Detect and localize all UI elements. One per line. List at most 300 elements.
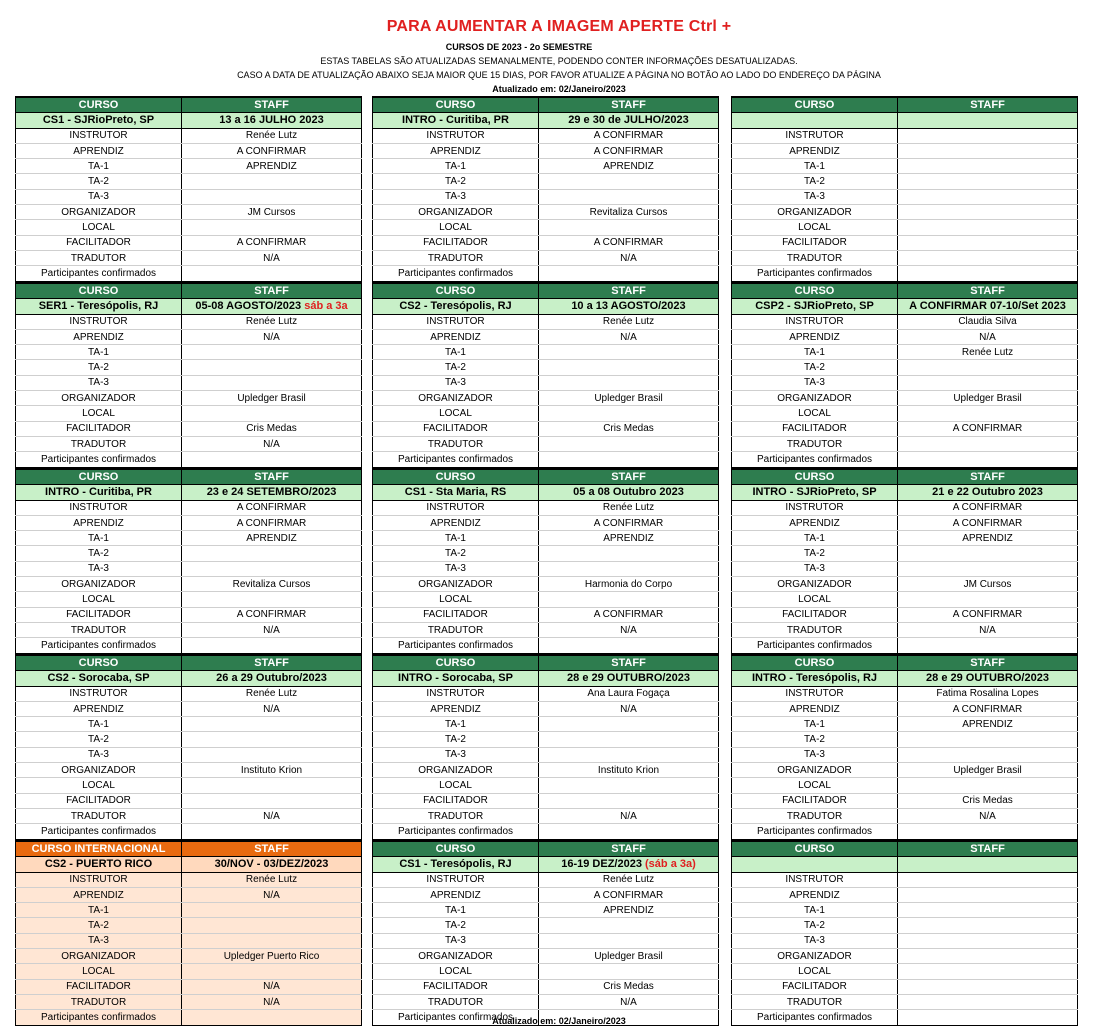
table-row	[373, 918, 719, 933]
row-label: FACILITADOR	[373, 421, 539, 436]
table-row	[373, 949, 719, 964]
row-value	[539, 174, 719, 189]
table-row	[373, 500, 719, 515]
table-row	[732, 732, 1078, 747]
row-label: LOCAL	[373, 964, 539, 979]
table-row	[16, 266, 362, 281]
table-row	[16, 159, 362, 174]
table-row	[373, 205, 719, 220]
table-row	[373, 375, 719, 390]
row-label: APRENDIZ	[732, 887, 898, 902]
table-row	[373, 732, 719, 747]
row-value	[539, 452, 719, 467]
row-label: ORGANIZADOR	[16, 391, 182, 406]
course-date: 29 e 30 de JULHO/2023	[568, 113, 689, 126]
row-value	[898, 732, 1078, 747]
row-label: ORGANIZADOR	[732, 763, 898, 778]
row-value	[898, 406, 1078, 421]
row-label: TA-3	[732, 189, 898, 204]
course-table	[15, 96, 362, 282]
footer-updated-date: Atualizado em: 02/Janeiro/2023	[492, 1016, 626, 1026]
row-label: ORGANIZADOR	[373, 577, 539, 592]
row-value	[539, 778, 719, 793]
column-header-staff: STAFF	[898, 283, 1078, 299]
course-date-cell	[539, 857, 719, 872]
column-header-staff: STAFF	[539, 469, 719, 485]
row-value: A CONFIRMAR	[182, 607, 362, 622]
table-row	[732, 452, 1078, 467]
table-row	[373, 515, 719, 530]
row-label: INSTRUTOR	[732, 128, 898, 143]
table-row	[732, 421, 1078, 436]
row-value	[898, 205, 1078, 220]
row-value	[898, 128, 1078, 143]
table-row	[732, 375, 1078, 390]
row-value: A CONFIRMAR	[182, 143, 362, 158]
row-value: N/A	[182, 994, 362, 1009]
row-label: TRADUTOR	[16, 436, 182, 451]
row-value: Instituto Krion	[539, 763, 719, 778]
column-header-curso: CURSO	[16, 469, 182, 485]
row-value	[898, 143, 1078, 158]
table-row	[16, 903, 362, 918]
row-value: Upledger Brasil	[898, 391, 1078, 406]
row-value: A CONFIRMAR	[898, 421, 1078, 436]
notice-line-2: CASO A DATA DE ATUALIZAÇÃO ABAIXO SEJA MAIOR QUE 15 DIAS, POR FAVOR ATUALIZE A PÁGINA NO BOTÃO AO LADO DO ENDEREÇO DA PÁGINA	[237, 70, 881, 80]
table-row	[16, 824, 362, 839]
row-value	[182, 561, 362, 576]
table-row	[373, 329, 719, 344]
column-header-curso: CURSO	[732, 283, 898, 299]
row-label: TRADUTOR	[16, 250, 182, 265]
row-value: N/A	[182, 329, 362, 344]
row-value	[539, 546, 719, 561]
row-label: Participantes confirmados	[16, 452, 182, 467]
table-row	[373, 592, 719, 607]
row-label: TA-3	[16, 747, 182, 762]
row-label: TA-1	[732, 903, 898, 918]
row-label: FACILITADOR	[373, 979, 539, 994]
table-row	[16, 500, 362, 515]
row-value: N/A	[182, 436, 362, 451]
row-label: TA-3	[732, 375, 898, 390]
row-value: A CONFIRMAR	[898, 515, 1078, 530]
table-row	[16, 887, 362, 902]
row-label: INSTRUTOR	[732, 314, 898, 329]
table-row	[373, 717, 719, 732]
table-row	[732, 592, 1078, 607]
row-label: LOCAL	[16, 778, 182, 793]
table-row	[16, 994, 362, 1009]
row-value	[898, 174, 1078, 189]
course-date: A CONFIRMAR 07-10/Set 2023	[909, 299, 1066, 312]
row-label: FACILITADOR	[373, 607, 539, 622]
table-row	[732, 266, 1078, 281]
row-label: Participantes confirmados	[16, 638, 182, 653]
course-date-cell	[182, 113, 362, 128]
table-row	[16, 143, 362, 158]
row-label: Participantes confirmados	[732, 824, 898, 839]
row-label: TA-3	[16, 561, 182, 576]
table-row	[373, 531, 719, 546]
course-name: CS1 - Sta Maria, RS	[373, 485, 539, 500]
row-value: Revitaliza Cursos	[182, 577, 362, 592]
course-date-note: (sáb a 3a)	[645, 857, 696, 870]
course-name: INTRO - Sorocaba, SP	[373, 671, 539, 686]
row-label: TA-3	[732, 747, 898, 762]
row-value	[182, 638, 362, 653]
row-value: Ana Laura Fogaça	[539, 686, 719, 701]
table-row	[373, 391, 719, 406]
row-label: TRADUTOR	[732, 808, 898, 823]
row-value: Cris Medas	[898, 793, 1078, 808]
row-value	[898, 592, 1078, 607]
column-header-curso: CURSO	[16, 97, 182, 113]
row-value	[898, 235, 1078, 250]
table-row	[16, 174, 362, 189]
row-value: A CONFIRMAR	[898, 607, 1078, 622]
row-value: Renée Lutz	[539, 872, 719, 887]
course-name: SER1 - Teresópolis, RJ	[16, 299, 182, 314]
row-value	[182, 592, 362, 607]
row-value	[539, 375, 719, 390]
row-value: N/A	[539, 808, 719, 823]
row-label: FACILITADOR	[373, 793, 539, 808]
table-row	[16, 607, 362, 622]
row-label: Participantes confirmados	[16, 824, 182, 839]
course-date-cell	[898, 857, 1078, 872]
table-row	[732, 903, 1078, 918]
table-row	[16, 949, 362, 964]
course-name: CS1 - SJRioPreto, SP	[16, 113, 182, 128]
row-value: Renée Lutz	[898, 345, 1078, 360]
table-row	[732, 189, 1078, 204]
table-row	[732, 638, 1078, 653]
table-row	[732, 515, 1078, 530]
row-value: Upledger Brasil	[898, 763, 1078, 778]
table-row	[16, 577, 362, 592]
row-label: TA-1	[373, 717, 539, 732]
table-row	[732, 546, 1078, 561]
table-row	[732, 128, 1078, 143]
table-row	[16, 872, 362, 887]
row-value	[539, 793, 719, 808]
course-date-cell	[182, 485, 362, 500]
row-value	[182, 778, 362, 793]
row-label: TRADUTOR	[16, 808, 182, 823]
column-header-curso: CURSO	[373, 655, 539, 671]
table-row	[373, 622, 719, 637]
row-value	[898, 994, 1078, 1009]
course-name: CSP2 - SJRioPreto, SP	[732, 299, 898, 314]
table-row	[16, 531, 362, 546]
row-label: LOCAL	[732, 406, 898, 421]
course-date: 26 a 29 Outubro/2023	[216, 671, 327, 684]
row-value	[898, 933, 1078, 948]
row-value	[898, 903, 1078, 918]
column-header-curso: CURSO	[373, 469, 539, 485]
table-row	[373, 872, 719, 887]
row-label: Participantes confirmados	[373, 266, 539, 281]
row-value	[898, 266, 1078, 281]
row-label: TA-1	[373, 345, 539, 360]
table-row	[732, 933, 1078, 948]
table-row	[16, 808, 362, 823]
row-value	[898, 220, 1078, 235]
row-label: TA-3	[16, 189, 182, 204]
table-row	[16, 747, 362, 762]
table-row	[373, 638, 719, 653]
column-header-staff: STAFF	[182, 469, 362, 485]
table-row	[373, 128, 719, 143]
row-value: JM Cursos	[182, 205, 362, 220]
course-table	[372, 96, 719, 282]
table-row	[373, 266, 719, 281]
course-table	[15, 468, 362, 654]
row-label: Participantes confirmados	[732, 266, 898, 281]
row-value	[898, 872, 1078, 887]
course-date-cell	[898, 485, 1078, 500]
row-value: N/A	[539, 622, 719, 637]
table-row	[373, 577, 719, 592]
row-label: INSTRUTOR	[373, 128, 539, 143]
row-value	[898, 918, 1078, 933]
row-label: TA-1	[732, 159, 898, 174]
row-label: APRENDIZ	[373, 143, 539, 158]
row-value	[539, 918, 719, 933]
table-row	[732, 531, 1078, 546]
row-value	[182, 933, 362, 948]
row-value	[182, 747, 362, 762]
row-label: ORGANIZADOR	[16, 763, 182, 778]
table-row	[16, 561, 362, 576]
row-label: TRADUTOR	[373, 994, 539, 1009]
row-value	[539, 717, 719, 732]
row-label: APRENDIZ	[373, 887, 539, 902]
row-value: Upledger Brasil	[182, 391, 362, 406]
table-row	[732, 500, 1078, 515]
table-row	[16, 933, 362, 948]
row-value: Renée Lutz	[182, 872, 362, 887]
row-label: ORGANIZADOR	[373, 205, 539, 220]
row-label: Participantes confirmados	[732, 1010, 898, 1025]
table-row	[373, 701, 719, 716]
row-label: ORGANIZADOR	[732, 949, 898, 964]
row-label: TA-1	[16, 531, 182, 546]
row-label: ORGANIZADOR	[373, 763, 539, 778]
row-value: APRENDIZ	[539, 531, 719, 546]
row-label: FACILITADOR	[16, 421, 182, 436]
row-label: TA-1	[16, 903, 182, 918]
row-value: Cris Medas	[539, 421, 719, 436]
row-value	[182, 903, 362, 918]
column-header-staff: STAFF	[182, 97, 362, 113]
row-value	[898, 436, 1078, 451]
row-label: TA-2	[16, 546, 182, 561]
table-row	[16, 778, 362, 793]
row-value: APRENDIZ	[539, 159, 719, 174]
row-value	[898, 452, 1078, 467]
row-label: INSTRUTOR	[16, 314, 182, 329]
table-row	[16, 918, 362, 933]
row-label: INSTRUTOR	[732, 872, 898, 887]
row-label: TA-1	[732, 717, 898, 732]
row-value	[898, 778, 1078, 793]
row-value: Cris Medas	[539, 979, 719, 994]
row-value: N/A	[539, 701, 719, 716]
column-header-curso: CURSO	[732, 841, 898, 857]
row-value	[539, 189, 719, 204]
table-row	[16, 375, 362, 390]
course-date: 23 e 24 SETEMBRO/2023	[206, 485, 337, 498]
table-row	[732, 763, 1078, 778]
row-value: N/A	[539, 994, 719, 1009]
row-value	[898, 887, 1078, 902]
table-row	[373, 360, 719, 375]
table-row	[16, 686, 362, 701]
table-row	[732, 686, 1078, 701]
course-date-cell	[182, 299, 362, 314]
table-row	[732, 979, 1078, 994]
table-row	[16, 592, 362, 607]
table-row	[16, 638, 362, 653]
row-label: TA-3	[373, 561, 539, 576]
row-value: Renée Lutz	[539, 500, 719, 515]
row-value	[182, 266, 362, 281]
row-label: Participantes confirmados	[373, 1010, 539, 1025]
row-value: Cris Medas	[182, 421, 362, 436]
row-label: TA-1	[732, 345, 898, 360]
course-date: 21 e 22 Outubro 2023	[932, 485, 1043, 498]
row-label: INSTRUTOR	[732, 500, 898, 515]
table-row	[373, 778, 719, 793]
row-label: APRENDIZ	[16, 515, 182, 530]
row-value: Fatima Rosalina Lopes	[898, 686, 1078, 701]
row-value: A CONFIRMAR	[898, 500, 1078, 515]
row-label: ORGANIZADOR	[16, 949, 182, 964]
row-label: LOCAL	[732, 592, 898, 607]
table-row	[732, 808, 1078, 823]
row-value	[182, 918, 362, 933]
table-row	[16, 391, 362, 406]
row-label: TA-3	[373, 189, 539, 204]
row-value	[898, 949, 1078, 964]
course-name: INTRO - Teresópolis, RJ	[732, 671, 898, 686]
row-label: TA-3	[16, 375, 182, 390]
row-value	[539, 824, 719, 839]
row-value: N/A	[182, 887, 362, 902]
row-label: LOCAL	[16, 964, 182, 979]
row-label: Participantes confirmados	[732, 638, 898, 653]
row-label: APRENDIZ	[16, 329, 182, 344]
row-label: TA-2	[732, 732, 898, 747]
column-header-staff: STAFF	[182, 283, 362, 299]
table-row	[732, 205, 1078, 220]
course-date: 13 a 16 JULHO 2023	[219, 113, 324, 126]
course-name: CS2 - PUERTO RICO	[16, 857, 182, 872]
course-name: INTRO - SJRioPreto, SP	[732, 485, 898, 500]
row-value: A CONFIRMAR	[182, 235, 362, 250]
row-label: TRADUTOR	[732, 250, 898, 265]
column-header-curso: CURSO INTERNACIONAL	[16, 841, 182, 857]
column-header-curso: CURSO	[373, 841, 539, 857]
row-value: A CONFIRMAR	[182, 500, 362, 515]
course-date: 10 a 13 AGOSTO/2023	[571, 299, 686, 312]
row-label: Participantes confirmados	[16, 1010, 182, 1025]
course-date-cell	[539, 299, 719, 314]
course-date-cell	[898, 113, 1078, 128]
row-label: TRADUTOR	[373, 808, 539, 823]
column-header-staff: STAFF	[539, 841, 719, 857]
table-row	[732, 964, 1078, 979]
row-label: FACILITADOR	[732, 793, 898, 808]
table-row	[732, 872, 1078, 887]
row-value	[898, 638, 1078, 653]
row-value	[898, 561, 1078, 576]
row-label: ORGANIZADOR	[373, 949, 539, 964]
row-label: APRENDIZ	[732, 329, 898, 344]
row-label: TRADUTOR	[373, 250, 539, 265]
row-label: FACILITADOR	[16, 793, 182, 808]
row-label: FACILITADOR	[732, 235, 898, 250]
row-label: TA-2	[373, 174, 539, 189]
table-row	[732, 391, 1078, 406]
row-label: TA-2	[732, 174, 898, 189]
course-date: 05-08 AGOSTO/2023	[195, 299, 305, 312]
row-label: APRENDIZ	[732, 143, 898, 158]
table-row	[373, 189, 719, 204]
row-label: TA-1	[373, 903, 539, 918]
table-row	[732, 577, 1078, 592]
row-value	[539, 406, 719, 421]
row-label: TA-3	[373, 747, 539, 762]
table-row	[732, 174, 1078, 189]
row-label: LOCAL	[373, 406, 539, 421]
column-header-staff: STAFF	[539, 283, 719, 299]
table-row	[16, 546, 362, 561]
row-value: Harmonia do Corpo	[539, 577, 719, 592]
row-value: N/A	[182, 808, 362, 823]
table-row	[732, 887, 1078, 902]
table-row	[373, 250, 719, 265]
table-row	[16, 329, 362, 344]
course-name: INTRO - Curitiba, PR	[373, 113, 539, 128]
course-date: 30/NOV - 03/DEZ/2023	[214, 857, 329, 870]
row-value	[539, 345, 719, 360]
course-table	[15, 840, 362, 1026]
table-row	[16, 701, 362, 716]
table-row	[373, 345, 719, 360]
row-value	[898, 250, 1078, 265]
row-label: ORGANIZADOR	[373, 391, 539, 406]
row-label: TRADUTOR	[732, 994, 898, 1009]
row-value	[898, 546, 1078, 561]
table-row	[732, 717, 1078, 732]
row-value: APRENDIZ	[182, 159, 362, 174]
course-date: 16-19 DEZ/2023	[561, 857, 646, 870]
row-value: A CONFIRMAR	[539, 607, 719, 622]
course-table	[731, 840, 1078, 1026]
table-row	[16, 515, 362, 530]
row-value	[182, 345, 362, 360]
table-row	[373, 421, 719, 436]
table-row	[373, 903, 719, 918]
course-date-cell	[898, 671, 1078, 686]
row-label: Participantes confirmados	[373, 824, 539, 839]
page-subtitle: CURSOS DE 2023 - 2o SEMESTRE	[445, 42, 593, 52]
row-label: TRADUTOR	[732, 436, 898, 451]
column-header-staff: STAFF	[898, 841, 1078, 857]
